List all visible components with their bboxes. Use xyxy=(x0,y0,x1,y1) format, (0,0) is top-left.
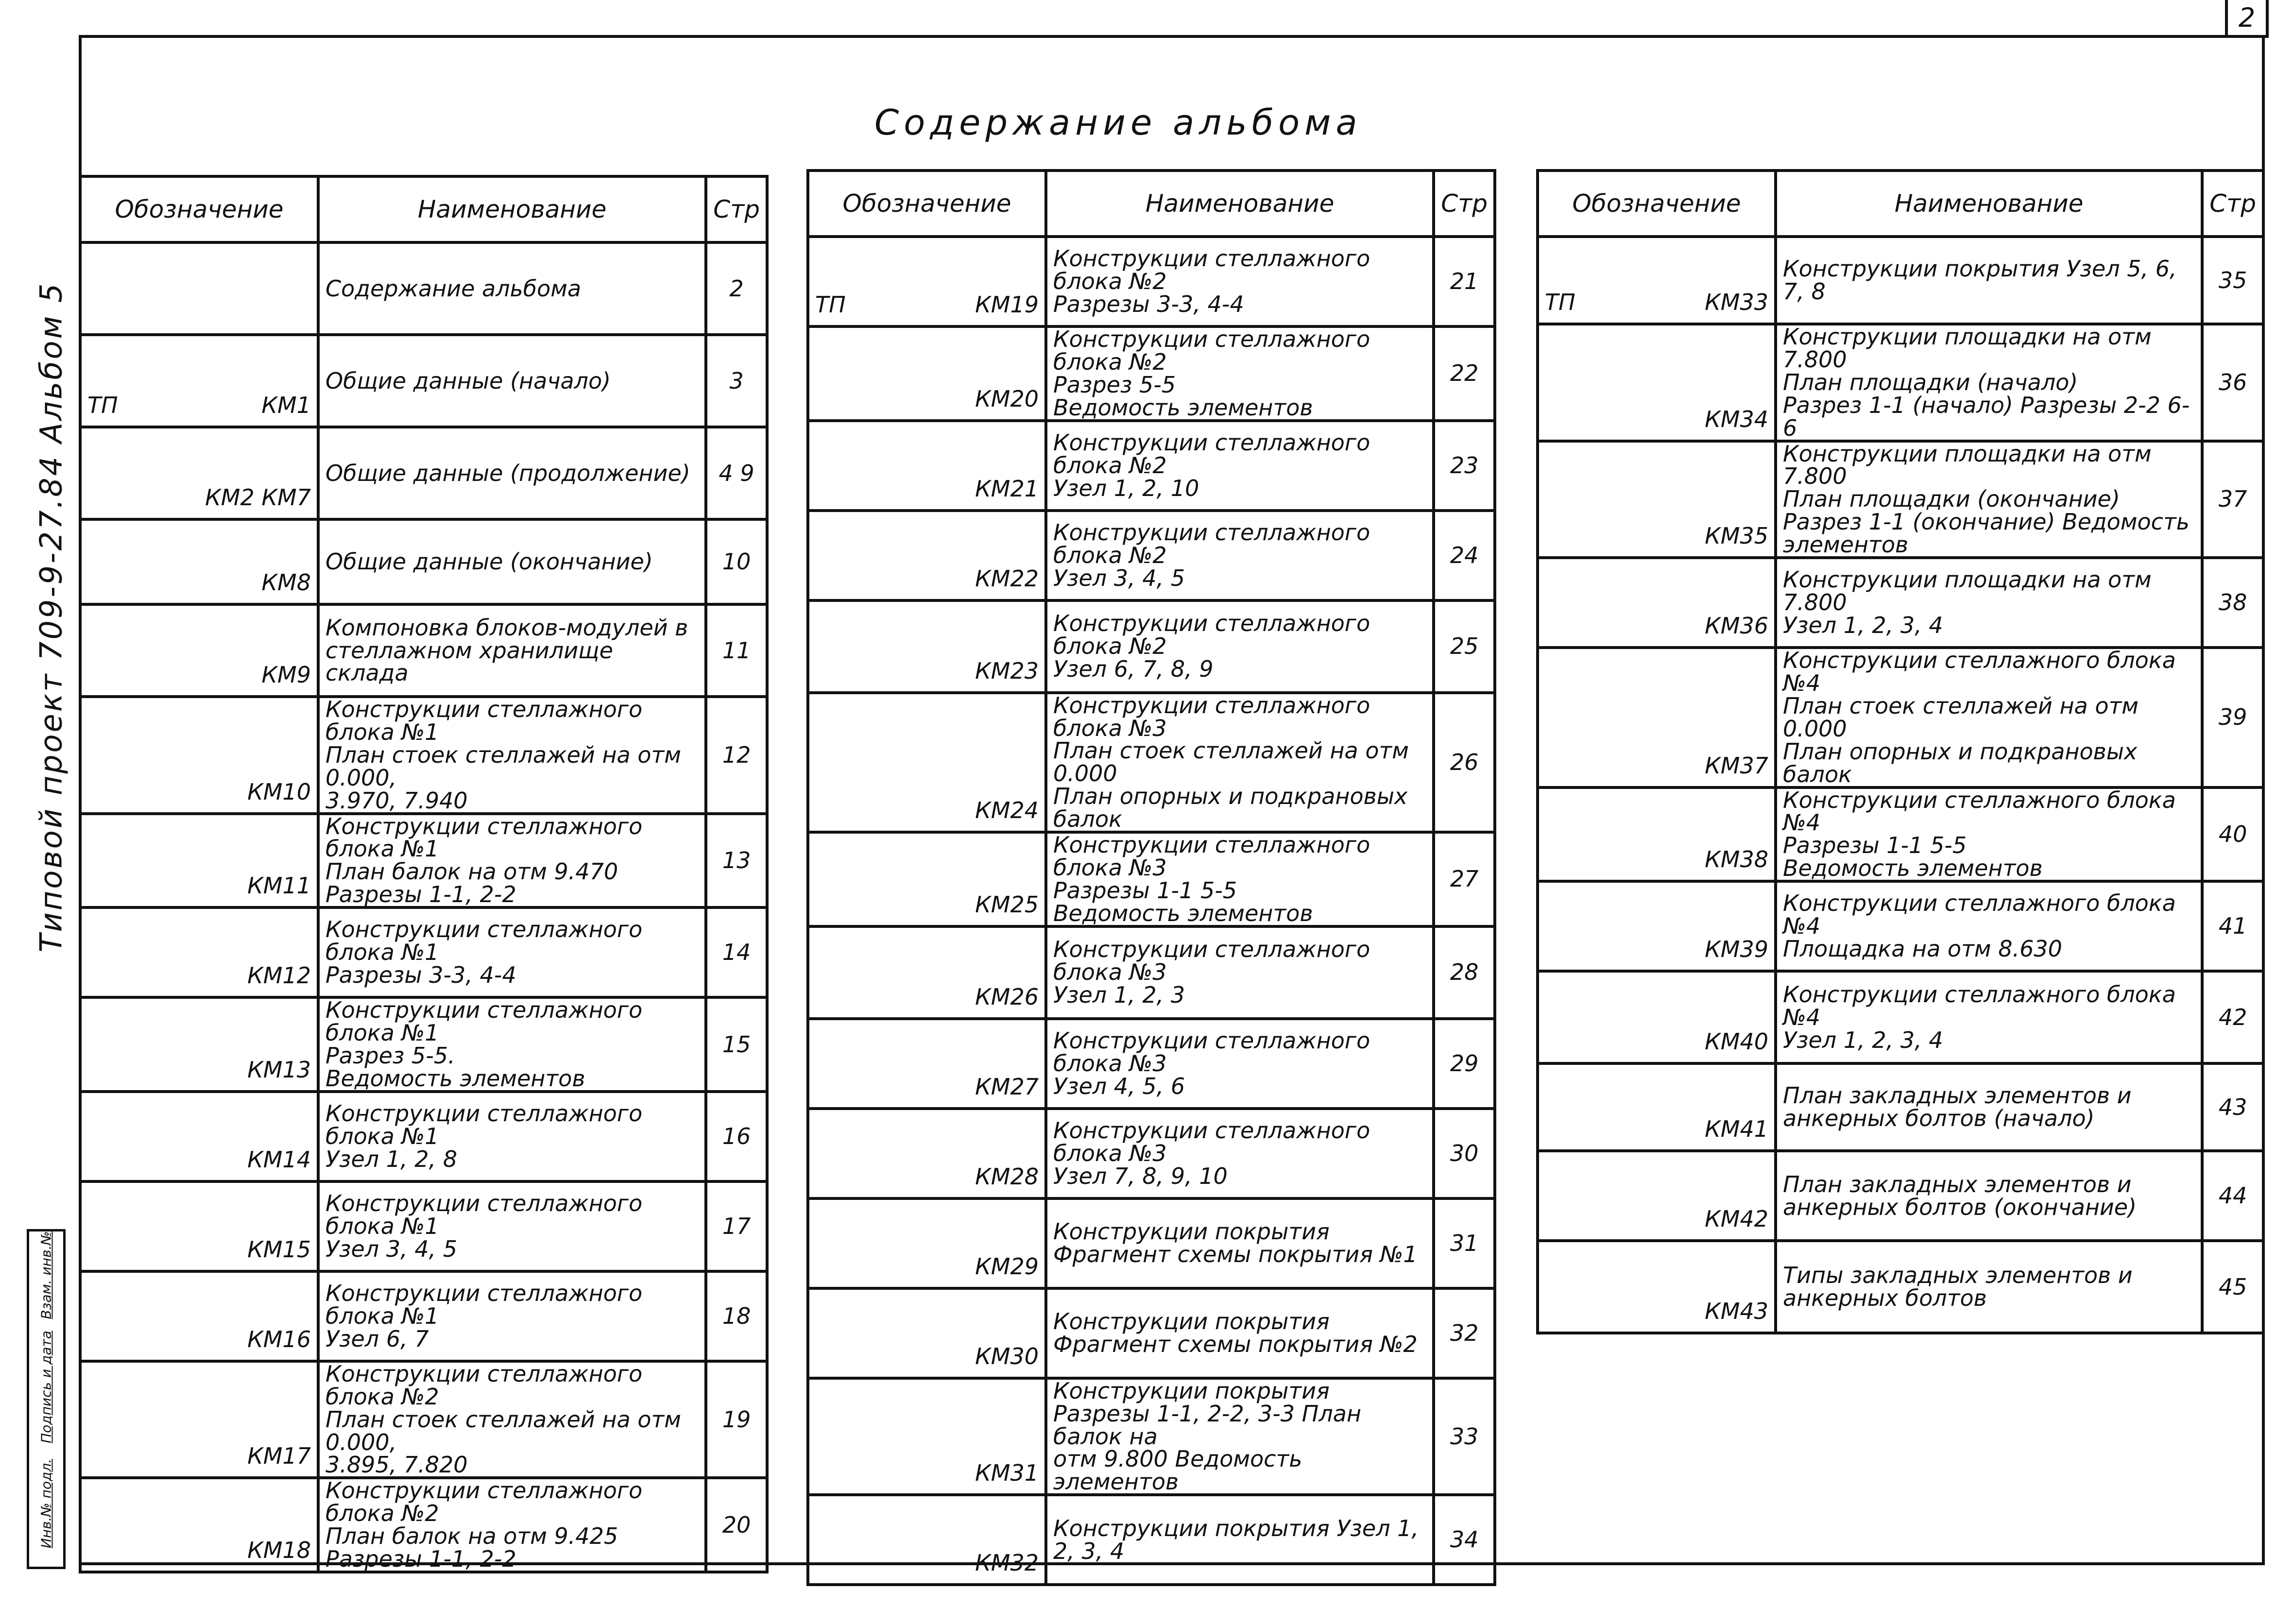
name-cell: Типы закладных элементов и анкерных болтов xyxy=(1776,1241,2202,1333)
table-row xyxy=(1538,441,2263,558)
designation-wrap xyxy=(87,1238,311,1261)
page-cell: 4 9 xyxy=(706,427,767,519)
designation-cell xyxy=(808,693,1046,832)
page-cell: 24 xyxy=(1434,511,1495,600)
designation-cell xyxy=(80,1361,318,1478)
designation-code: КМ19 xyxy=(975,291,1039,318)
name-cell: План закладных элементов и анкерных болтов (окончание) xyxy=(1776,1151,2202,1241)
designation-wrap xyxy=(87,394,311,417)
table-row xyxy=(808,1198,1495,1288)
designation-wrap xyxy=(815,1345,1039,1368)
name-cell: Конструкции стеллажного блока №1 План балок на отм 9.470 Разрезы 1-1, 2-2 xyxy=(318,814,706,908)
designation-code: КМ20 xyxy=(975,385,1039,412)
designation-cell xyxy=(808,832,1046,926)
designation-wrap xyxy=(87,778,311,805)
designation-cell xyxy=(808,511,1046,600)
table-row xyxy=(1538,558,2263,648)
designation-wrap xyxy=(815,567,1039,590)
designation-wrap xyxy=(87,1056,311,1083)
page-cell: 29 xyxy=(1434,1019,1495,1109)
name-cell: Конструкции стеллажного блока №2 План стоек стеллажей на отм 0.000, 3.895, 7.820 xyxy=(318,1361,706,1478)
designation-wrap xyxy=(87,486,311,509)
page-cell: 33 xyxy=(1434,1378,1495,1495)
name-cell: Конструкции площадки на отм 7.800 План площадки (начало) Разрез 1-1 (начало) Разрезы 2-2 6-6 xyxy=(1776,324,2202,441)
name-cell: Конструкции стеллажного блока №1 План стоек стеллажей на отм 0.000, 3.970, 7.940 xyxy=(318,697,706,814)
name-cell: Конструкции площадки на отм 7.800 План площадки (окончание) Разрез 1-1 (окончание) Ведомость элементов xyxy=(1776,441,2202,558)
stamp-label: Инв.№ подл. xyxy=(38,1458,54,1549)
page-cell: 21 xyxy=(1434,237,1495,326)
name-cell: Конструкции стеллажного блока №1 Разрез 5-5. Ведомость элементов xyxy=(318,997,706,1092)
designation-wrap xyxy=(815,983,1039,1010)
header-name: Наименование xyxy=(1046,171,1434,237)
designation-wrap xyxy=(815,1255,1039,1278)
name-cell: Конструкции стеллажного блока №1 Узел 6, 7 xyxy=(318,1271,706,1361)
table-row xyxy=(1538,787,2263,882)
page-cell: 34 xyxy=(1434,1495,1495,1585)
table-row xyxy=(808,832,1495,926)
table-row xyxy=(808,1378,1495,1495)
name-cell: Общие данные (окончание) xyxy=(318,519,706,604)
designation-wrap xyxy=(87,874,311,897)
table-row xyxy=(1538,1151,2263,1241)
designation-wrap xyxy=(87,964,311,987)
table-row xyxy=(808,1495,1495,1585)
designation-cell xyxy=(808,421,1046,511)
designation-wrap xyxy=(87,1445,311,1468)
table-row xyxy=(1538,881,2263,971)
designation-prefix: ТП xyxy=(87,392,118,419)
name-cell: Конструкции стеллажного блока №3 Узел 7, 8, 9, 10 xyxy=(1046,1109,1434,1198)
table-row xyxy=(80,335,767,427)
designation-cell xyxy=(808,1495,1046,1585)
table-row xyxy=(808,1288,1495,1378)
toc-table-3 xyxy=(1536,169,2265,1334)
designation-cell xyxy=(808,326,1046,421)
designation-wrap xyxy=(815,1165,1039,1188)
page-cell: 16 xyxy=(706,1092,767,1181)
designation-code: КМ39 xyxy=(1705,936,1768,963)
designation-code: КМ9 xyxy=(261,662,311,688)
page-number: 2 xyxy=(2225,0,2269,38)
designation-wrap xyxy=(815,799,1039,822)
name-cell: Конструкции стеллажного блока №3 Узел 4, 5, 6 xyxy=(1046,1019,1434,1109)
table-row xyxy=(808,600,1495,693)
page-cell: 44 xyxy=(2202,1151,2263,1241)
header-designation: Обозначение xyxy=(80,176,318,242)
designation-cell xyxy=(1538,558,1776,648)
designation-cell xyxy=(80,242,318,335)
designation-cell xyxy=(80,997,318,1092)
side-label xyxy=(24,223,78,1010)
page-cell: 31 xyxy=(1434,1198,1495,1288)
table-row xyxy=(1538,1241,2263,1333)
designation-code: КМ29 xyxy=(975,1253,1039,1280)
designation-wrap xyxy=(815,893,1039,916)
page-cell: 19 xyxy=(706,1361,767,1478)
designation-code: КМ34 xyxy=(1705,406,1768,432)
table-row xyxy=(808,511,1495,600)
designation-code: КМ41 xyxy=(1705,1116,1768,1143)
name-cell: План закладных элементов и анкерных болтов (начало) xyxy=(1776,1063,2202,1151)
designation-cell xyxy=(1538,881,1776,971)
stamp-label: Подпись и дата xyxy=(38,1331,54,1443)
designation-cell xyxy=(1538,648,1776,787)
table-row xyxy=(808,1019,1495,1109)
designation-code: КМ35 xyxy=(1705,523,1768,549)
page-cell: 27 xyxy=(1434,832,1495,926)
designation-code: КМ24 xyxy=(975,797,1039,824)
page-cell: 22 xyxy=(1434,326,1495,421)
table-row xyxy=(808,421,1495,511)
table-row xyxy=(1538,324,2263,441)
page-cell: 43 xyxy=(2202,1063,2263,1151)
designation-cell xyxy=(80,1271,318,1361)
designation-wrap xyxy=(1545,408,1768,431)
designation-code: КМ40 xyxy=(1705,1028,1768,1055)
designation-code: КМ42 xyxy=(1705,1206,1768,1232)
designation-code: КМ22 xyxy=(975,565,1039,592)
page-cell: 30 xyxy=(1434,1109,1495,1198)
designation-cell xyxy=(1538,1151,1776,1241)
page-title: Содержание альбома xyxy=(874,102,1362,143)
designation-cell xyxy=(808,600,1046,693)
toc-table-1 xyxy=(79,175,769,1573)
designation-code: КМ17 xyxy=(247,1443,311,1470)
name-cell: Конструкции стеллажного блока №1 Разрезы 3-3, 4-4 xyxy=(318,907,706,997)
designation-cell xyxy=(808,926,1046,1019)
designation-wrap xyxy=(87,664,311,686)
name-cell: Конструкции стеллажного блока №3 План стоек стеллажей на отм 0.000 План опорных и подкрановых балок xyxy=(1046,693,1434,832)
side-label-text: Типовой проект 709-9-27.84 Альбом 5 xyxy=(33,281,69,953)
designation-wrap xyxy=(815,385,1039,412)
designation-cell xyxy=(80,907,318,997)
designation-code: КМ36 xyxy=(1705,613,1768,639)
header-page: Стр xyxy=(2202,171,2263,237)
designation-code: КМ31 xyxy=(975,1460,1039,1487)
designation-wrap xyxy=(815,293,1039,316)
table-row xyxy=(80,1361,767,1478)
table-row xyxy=(80,1271,767,1361)
name-cell: Конструкции стеллажного блока №2 Узел 6, 7, 8, 9 xyxy=(1046,600,1434,693)
designation-cell xyxy=(808,1109,1046,1198)
name-cell: Конструкции стеллажного блока №2 План балок на отм 9.425 Разрезы 1-1, 2-2 xyxy=(318,1478,706,1572)
designation-cell xyxy=(80,604,318,697)
designation-wrap xyxy=(815,1462,1039,1485)
page-cell: 25 xyxy=(1434,600,1495,693)
designation-cell xyxy=(1538,324,1776,441)
designation-wrap xyxy=(815,475,1039,502)
name-cell: Конструкции стеллажного блока №2 Узел 3, 4, 5 xyxy=(1046,511,1434,600)
designation-wrap xyxy=(87,1328,311,1351)
designation-code: КМ11 xyxy=(247,872,311,899)
page-cell: 11 xyxy=(706,604,767,697)
designation-code: КМ16 xyxy=(247,1326,311,1352)
name-cell: Содержание альбома xyxy=(318,242,706,335)
designation-wrap xyxy=(1545,1118,1768,1141)
designation-wrap xyxy=(1545,1300,1768,1323)
page-cell: 10 xyxy=(706,519,767,604)
table-row xyxy=(80,1092,767,1181)
header-row xyxy=(80,176,767,242)
page-cell: 17 xyxy=(706,1181,767,1271)
name-cell: Компоновка блоков-модулей в стеллажном хранилище склада xyxy=(318,604,706,697)
designation-wrap xyxy=(1545,848,1768,871)
page-cell: 39 xyxy=(2202,648,2263,787)
page-cell: 23 xyxy=(1434,421,1495,511)
designation-prefix: ТП xyxy=(815,291,846,318)
designation-cell xyxy=(808,237,1046,326)
page-cell: 14 xyxy=(706,907,767,997)
name-cell: Конструкции покрытия Фрагмент схемы покрытия №1 xyxy=(1046,1198,1434,1288)
table-row xyxy=(80,997,767,1092)
designation-wrap xyxy=(815,1552,1039,1574)
designation-code: КМ2 КМ7 xyxy=(205,484,311,511)
designation-code: КМ30 xyxy=(975,1343,1039,1369)
page-cell: 2 xyxy=(706,242,767,335)
table-row xyxy=(80,1181,767,1271)
designation-code: КМ23 xyxy=(975,657,1039,684)
designation-code: КМ28 xyxy=(975,1163,1039,1190)
name-cell: Конструкции стеллажного блока №2 Разрез 5-5 Ведомость элементов xyxy=(1046,326,1434,421)
designation-cell xyxy=(808,1198,1046,1288)
designation-cell xyxy=(80,1092,318,1181)
header-row xyxy=(1538,171,2263,237)
name-cell: Конструкции покрытия Узел 5, 6, 7, 8 xyxy=(1776,237,2202,324)
designation-code: КМ32 xyxy=(975,1550,1039,1576)
name-cell: Конструкции стеллажного блока №1 Узел 1, 2, 8 xyxy=(318,1092,706,1181)
designation-cell xyxy=(1538,1241,1776,1333)
page-cell: 42 xyxy=(2202,971,2263,1063)
header-name: Наименование xyxy=(318,176,706,242)
page-cell: 41 xyxy=(2202,881,2263,971)
designation-cell xyxy=(808,1288,1046,1378)
header-row xyxy=(808,171,1495,237)
designation-cell xyxy=(80,519,318,604)
page-cell: 15 xyxy=(706,997,767,1092)
designation-wrap xyxy=(1545,1208,1768,1231)
designation-code: КМ1 xyxy=(261,392,311,419)
name-cell: Конструкции стеллажного блока №4 Площадка на отм 8.630 xyxy=(1776,881,2202,971)
designation-wrap xyxy=(1545,938,1768,961)
page-cell: 3 xyxy=(706,335,767,427)
designation-code: КМ10 xyxy=(247,778,311,805)
table-row xyxy=(1538,237,2263,324)
designation-code: КМ27 xyxy=(975,1073,1039,1100)
name-cell: Конструкции стеллажного блока №4 Разрезы 1-1 5-5 Ведомость элементов xyxy=(1776,787,2202,882)
page-cell: 18 xyxy=(706,1271,767,1361)
name-cell: Конструкции стеллажного блока №2 Узел 1, 2, 10 xyxy=(1046,421,1434,511)
designation-wrap xyxy=(815,657,1039,684)
name-cell: Общие данные (продолжение) xyxy=(318,427,706,519)
designation-cell xyxy=(1538,1063,1776,1151)
designation-code: КМ25 xyxy=(975,891,1039,918)
designation-cell xyxy=(1538,441,1776,558)
page-cell: 20 xyxy=(706,1478,767,1572)
table-row xyxy=(80,604,767,697)
name-cell: Общие данные (начало) xyxy=(318,335,706,427)
designation-cell xyxy=(80,697,318,814)
designation-code: КМ14 xyxy=(247,1146,311,1173)
header-page: Стр xyxy=(1434,171,1495,237)
stamp-block xyxy=(27,1229,66,1569)
page-cell: 45 xyxy=(2202,1241,2263,1333)
page-cell: 38 xyxy=(2202,558,2263,648)
table-row xyxy=(80,907,767,997)
designation-wrap xyxy=(87,1148,311,1171)
designation-wrap xyxy=(1545,754,1768,777)
page-cell: 35 xyxy=(2202,237,2263,324)
designation-wrap xyxy=(1545,291,1768,314)
table-row xyxy=(80,814,767,908)
toc-table-2 xyxy=(806,169,1496,1586)
table-row xyxy=(1538,971,2263,1063)
page-cell: 40 xyxy=(2202,787,2263,882)
name-cell: Конструкции стеллажного блока №2 Разрезы 3-3, 4-4 xyxy=(1046,237,1434,326)
designation-code: КМ43 xyxy=(1705,1298,1768,1325)
stamp-label: Взам. инв.№ xyxy=(38,1231,54,1319)
designation-cell xyxy=(80,814,318,908)
table-row xyxy=(80,519,767,604)
designation-cell xyxy=(1538,787,1776,882)
table-row xyxy=(80,1478,767,1572)
designation-code: КМ26 xyxy=(975,983,1039,1010)
table-row xyxy=(80,697,767,814)
designation-wrap xyxy=(1545,615,1768,637)
name-cell: Конструкции стеллажного блока №1 Узел 3, 4, 5 xyxy=(318,1181,706,1271)
name-cell: Конструкции покрытия Разрезы 1-1, 2-2, 3-3 План балок на отм 9.800 Ведомость элементов xyxy=(1046,1378,1434,1495)
page-cell: 36 xyxy=(2202,324,2263,441)
designation-code: КМ8 xyxy=(261,569,311,596)
page-cell: 12 xyxy=(706,697,767,814)
table-row xyxy=(1538,648,2263,787)
name-cell: Конструкции покрытия Фрагмент схемы покрытия №2 xyxy=(1046,1288,1434,1378)
table-row xyxy=(80,427,767,519)
designation-cell xyxy=(1538,971,1776,1063)
designation-code: КМ37 xyxy=(1705,752,1768,779)
designation-code: КМ12 xyxy=(247,962,311,989)
designation-wrap xyxy=(87,1539,311,1562)
table-row xyxy=(808,926,1495,1019)
designation-cell xyxy=(808,1378,1046,1495)
page-cell: 37 xyxy=(2202,441,2263,558)
designation-cell xyxy=(80,427,318,519)
name-cell: Конструкции стеллажного блока №3 Разрезы 1-1 5-5 Ведомость элементов xyxy=(1046,832,1434,926)
designation-wrap xyxy=(815,1073,1039,1100)
header-designation: Обозначение xyxy=(808,171,1046,237)
page-cell: 28 xyxy=(1434,926,1495,1019)
name-cell: Конструкции покрытия Узел 1, 2, 3, 4 xyxy=(1046,1495,1434,1585)
designation-code: КМ38 xyxy=(1705,846,1768,873)
name-cell: Конструкции площадки на отм 7.800 Узел 1, 2, 3, 4 xyxy=(1776,558,2202,648)
name-cell: Конструкции стеллажного блока №4 Узел 1, 2, 3, 4 xyxy=(1776,971,2202,1063)
table-row xyxy=(808,693,1495,832)
designation-cell xyxy=(80,1181,318,1271)
table-row xyxy=(808,326,1495,421)
table-row xyxy=(80,242,767,335)
page-cell: 13 xyxy=(706,814,767,908)
table-row xyxy=(808,1109,1495,1198)
designation-wrap xyxy=(87,571,311,594)
designation-wrap xyxy=(1545,525,1768,547)
designation-cell xyxy=(80,1478,318,1572)
designation-cell xyxy=(1538,237,1776,324)
header-page: Стр xyxy=(706,176,767,242)
designation-wrap xyxy=(1545,1030,1768,1053)
page-cell: 26 xyxy=(1434,693,1495,832)
designation-code: КМ18 xyxy=(247,1537,311,1564)
name-cell: Конструкции стеллажного блока №3 Узел 1, 2, 3 xyxy=(1046,926,1434,1019)
header-designation: Обозначение xyxy=(1538,171,1776,237)
name-cell: Конструкции стеллажного блока №4 План стоек стеллажей на отм 0.000 План опорных и подкрановых балок xyxy=(1776,648,2202,787)
designation-code: КМ21 xyxy=(975,475,1039,502)
table-row xyxy=(1538,1063,2263,1151)
designation-code: КМ13 xyxy=(247,1056,311,1083)
designation-prefix: ТП xyxy=(1545,289,1575,316)
designation-code: КМ33 xyxy=(1705,289,1768,316)
designation-cell xyxy=(80,335,318,427)
designation-cell xyxy=(808,1019,1046,1109)
designation-code: КМ15 xyxy=(247,1236,311,1263)
table-row xyxy=(808,237,1495,326)
header-name: Наименование xyxy=(1776,171,2202,237)
page-cell: 32 xyxy=(1434,1288,1495,1378)
